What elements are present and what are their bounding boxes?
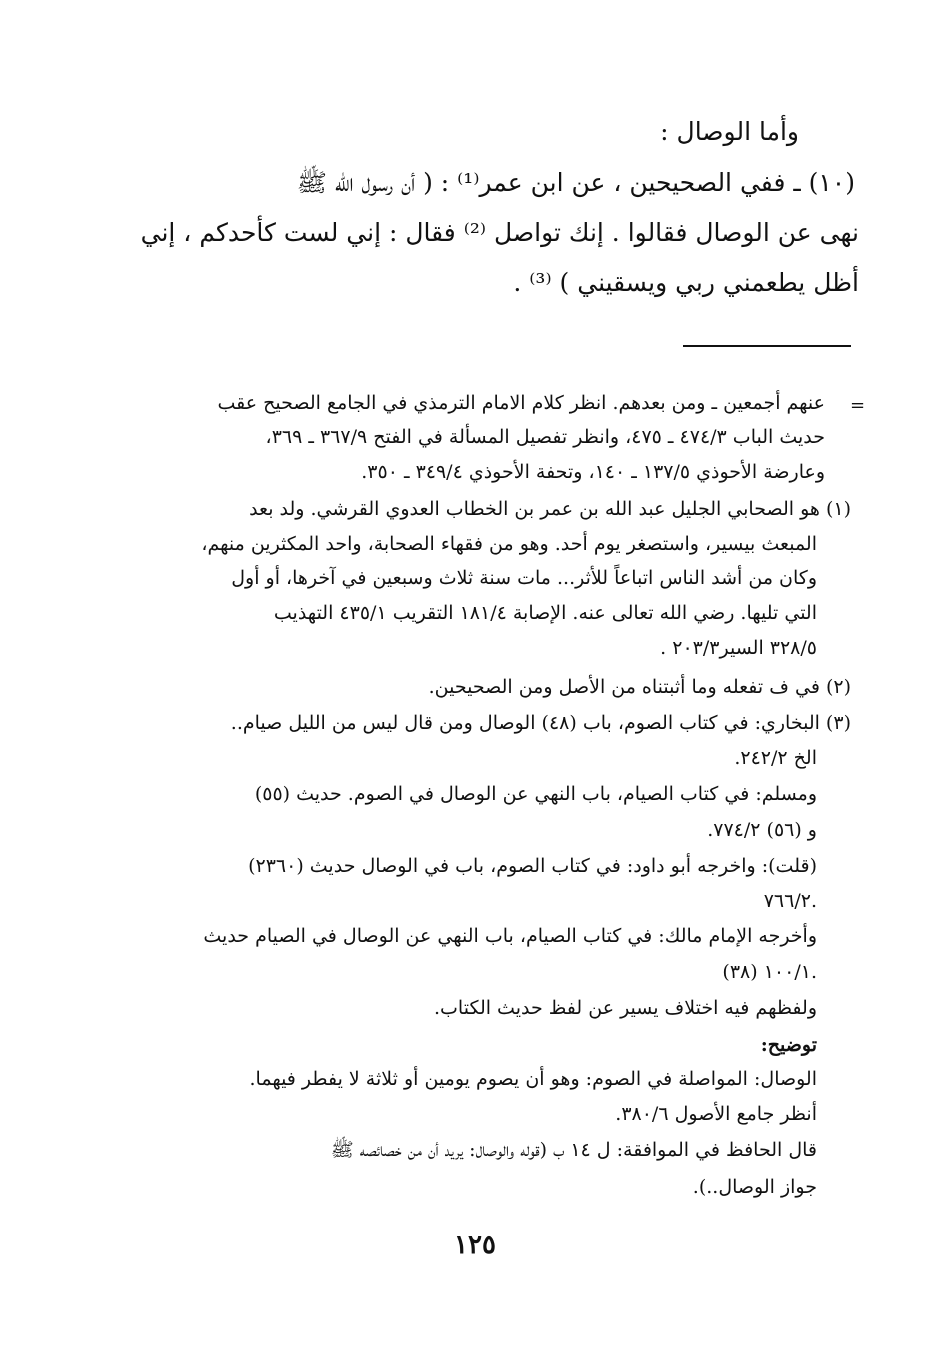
footnote-line: التي تليها. رضي الله تعالى عنه. الإصابة ١٨١/٤ التقريب ٤٣٥/١ التهذيب bbox=[273, 602, 817, 624]
footnote-line: وأخرجه الإمام مالك: في كتاب الصيام، باب النهي عن الوصال في الصيام حديث bbox=[203, 925, 817, 947]
footnote-line: حديث الباب ٤٧٤/٣ ـ ٤٧٥، وانظر تفصيل المسألة في الفتح ٣٦٧/٩ ـ ٣٦٩، bbox=[265, 426, 825, 448]
footnote-line: ٧٦٦/٢. bbox=[763, 890, 817, 912]
footnote-2: (٢) في ف تفعله وما أثبتناه من الأصل ومن الصحيحين. bbox=[428, 676, 851, 698]
explanation-heading: توضيح: bbox=[760, 1034, 817, 1056]
footnote-line: وكان من أشد الناس اتباعاً للأثر... مات سنة ثلاث وسبعين في آخرها، أو أول bbox=[231, 567, 817, 589]
footnote-line: وعارضة الأحوذي ١٣٧/٥ ـ ١٤٠، وتحفة الأحوذي ٣٤٩/٤ ـ ٣٥٠. bbox=[361, 461, 825, 483]
footnote-line: عنهم أجمعين ـ ومن بعدهم. انظر كلام الامام الترمذي في الجامع الصحيح عقب bbox=[217, 392, 825, 414]
footnote-line: ٣٢٨/٥ السير٢٠٣/٣ . bbox=[660, 637, 817, 659]
footnote-line: جواز الوصال..). bbox=[692, 1176, 817, 1198]
footnote-line: (٣٨) ١٠٠/١. bbox=[722, 961, 817, 983]
footnote-line: المبعث بيسير، واستصغر يوم أحد. وهو من فقهاء الصحابة، واحد المكثرين منهم، bbox=[201, 533, 817, 555]
footnote-1: (١) هو الصحابي الجليل عبد الله بن عمر بن الخطاب العدوي القرشي. ولد بعد bbox=[249, 498, 851, 520]
footnote-line: قال الحافظ في الموافقة: ل ١٤ ب (قوله والوصال: يريد أن من خصائصه ﷺ bbox=[330, 1139, 817, 1161]
footnote-line: (قلت): واخرجه أبو داود: في كتاب الصوم، باب في الوصال حديث (٢٣٦٠) bbox=[248, 855, 817, 877]
footnote-line: الخ ٢٤٢/٢. bbox=[734, 747, 817, 769]
footnote-line: ومسلم: في كتاب الصيام، باب النهي عن الوصال في الصوم. حديث (٥٥) bbox=[254, 783, 817, 805]
page-number: ١٢٥ bbox=[454, 1230, 496, 1260]
footnote-line: الوصال: المواصلة في الصوم: وهو أن يصوم يومين أو ثلاثة لا يفطر فيهما. bbox=[249, 1068, 817, 1090]
footnote-line: و (٥٦) ٧٧٤/٢. bbox=[707, 819, 817, 841]
footnote-line: ولفظهم فيه اختلاف يسير عن لفظ حديث الكتاب. bbox=[434, 997, 817, 1019]
hadith-line-2: نهى عن الوصال فقالوا . إنك تواصل ⁽²⁾ فقال : إني لست كأحدكم ، إني bbox=[140, 218, 859, 247]
hadith-line-3: أظل يطعمني ربي ويسقيني ) ⁽³⁾ . bbox=[513, 268, 859, 297]
footnote-line: أنظر جامع الأصول ٣٨٠/٦. bbox=[615, 1103, 817, 1125]
section-heading: وأما الوصال : bbox=[660, 117, 799, 146]
continuation-mark: = bbox=[850, 395, 866, 416]
hadith-line-1: (١٠) ـ ففي الصحيحين ، عن ابن عمر⁽¹⁾ : ( أن رسول الله ﷺ bbox=[296, 168, 855, 197]
footnote-separator bbox=[683, 345, 851, 347]
footnote-3: (٣) البخاري: في كتاب الصوم، باب (٤٨) الوصال ومن قال ليس من الليل صيام.. bbox=[230, 712, 851, 734]
